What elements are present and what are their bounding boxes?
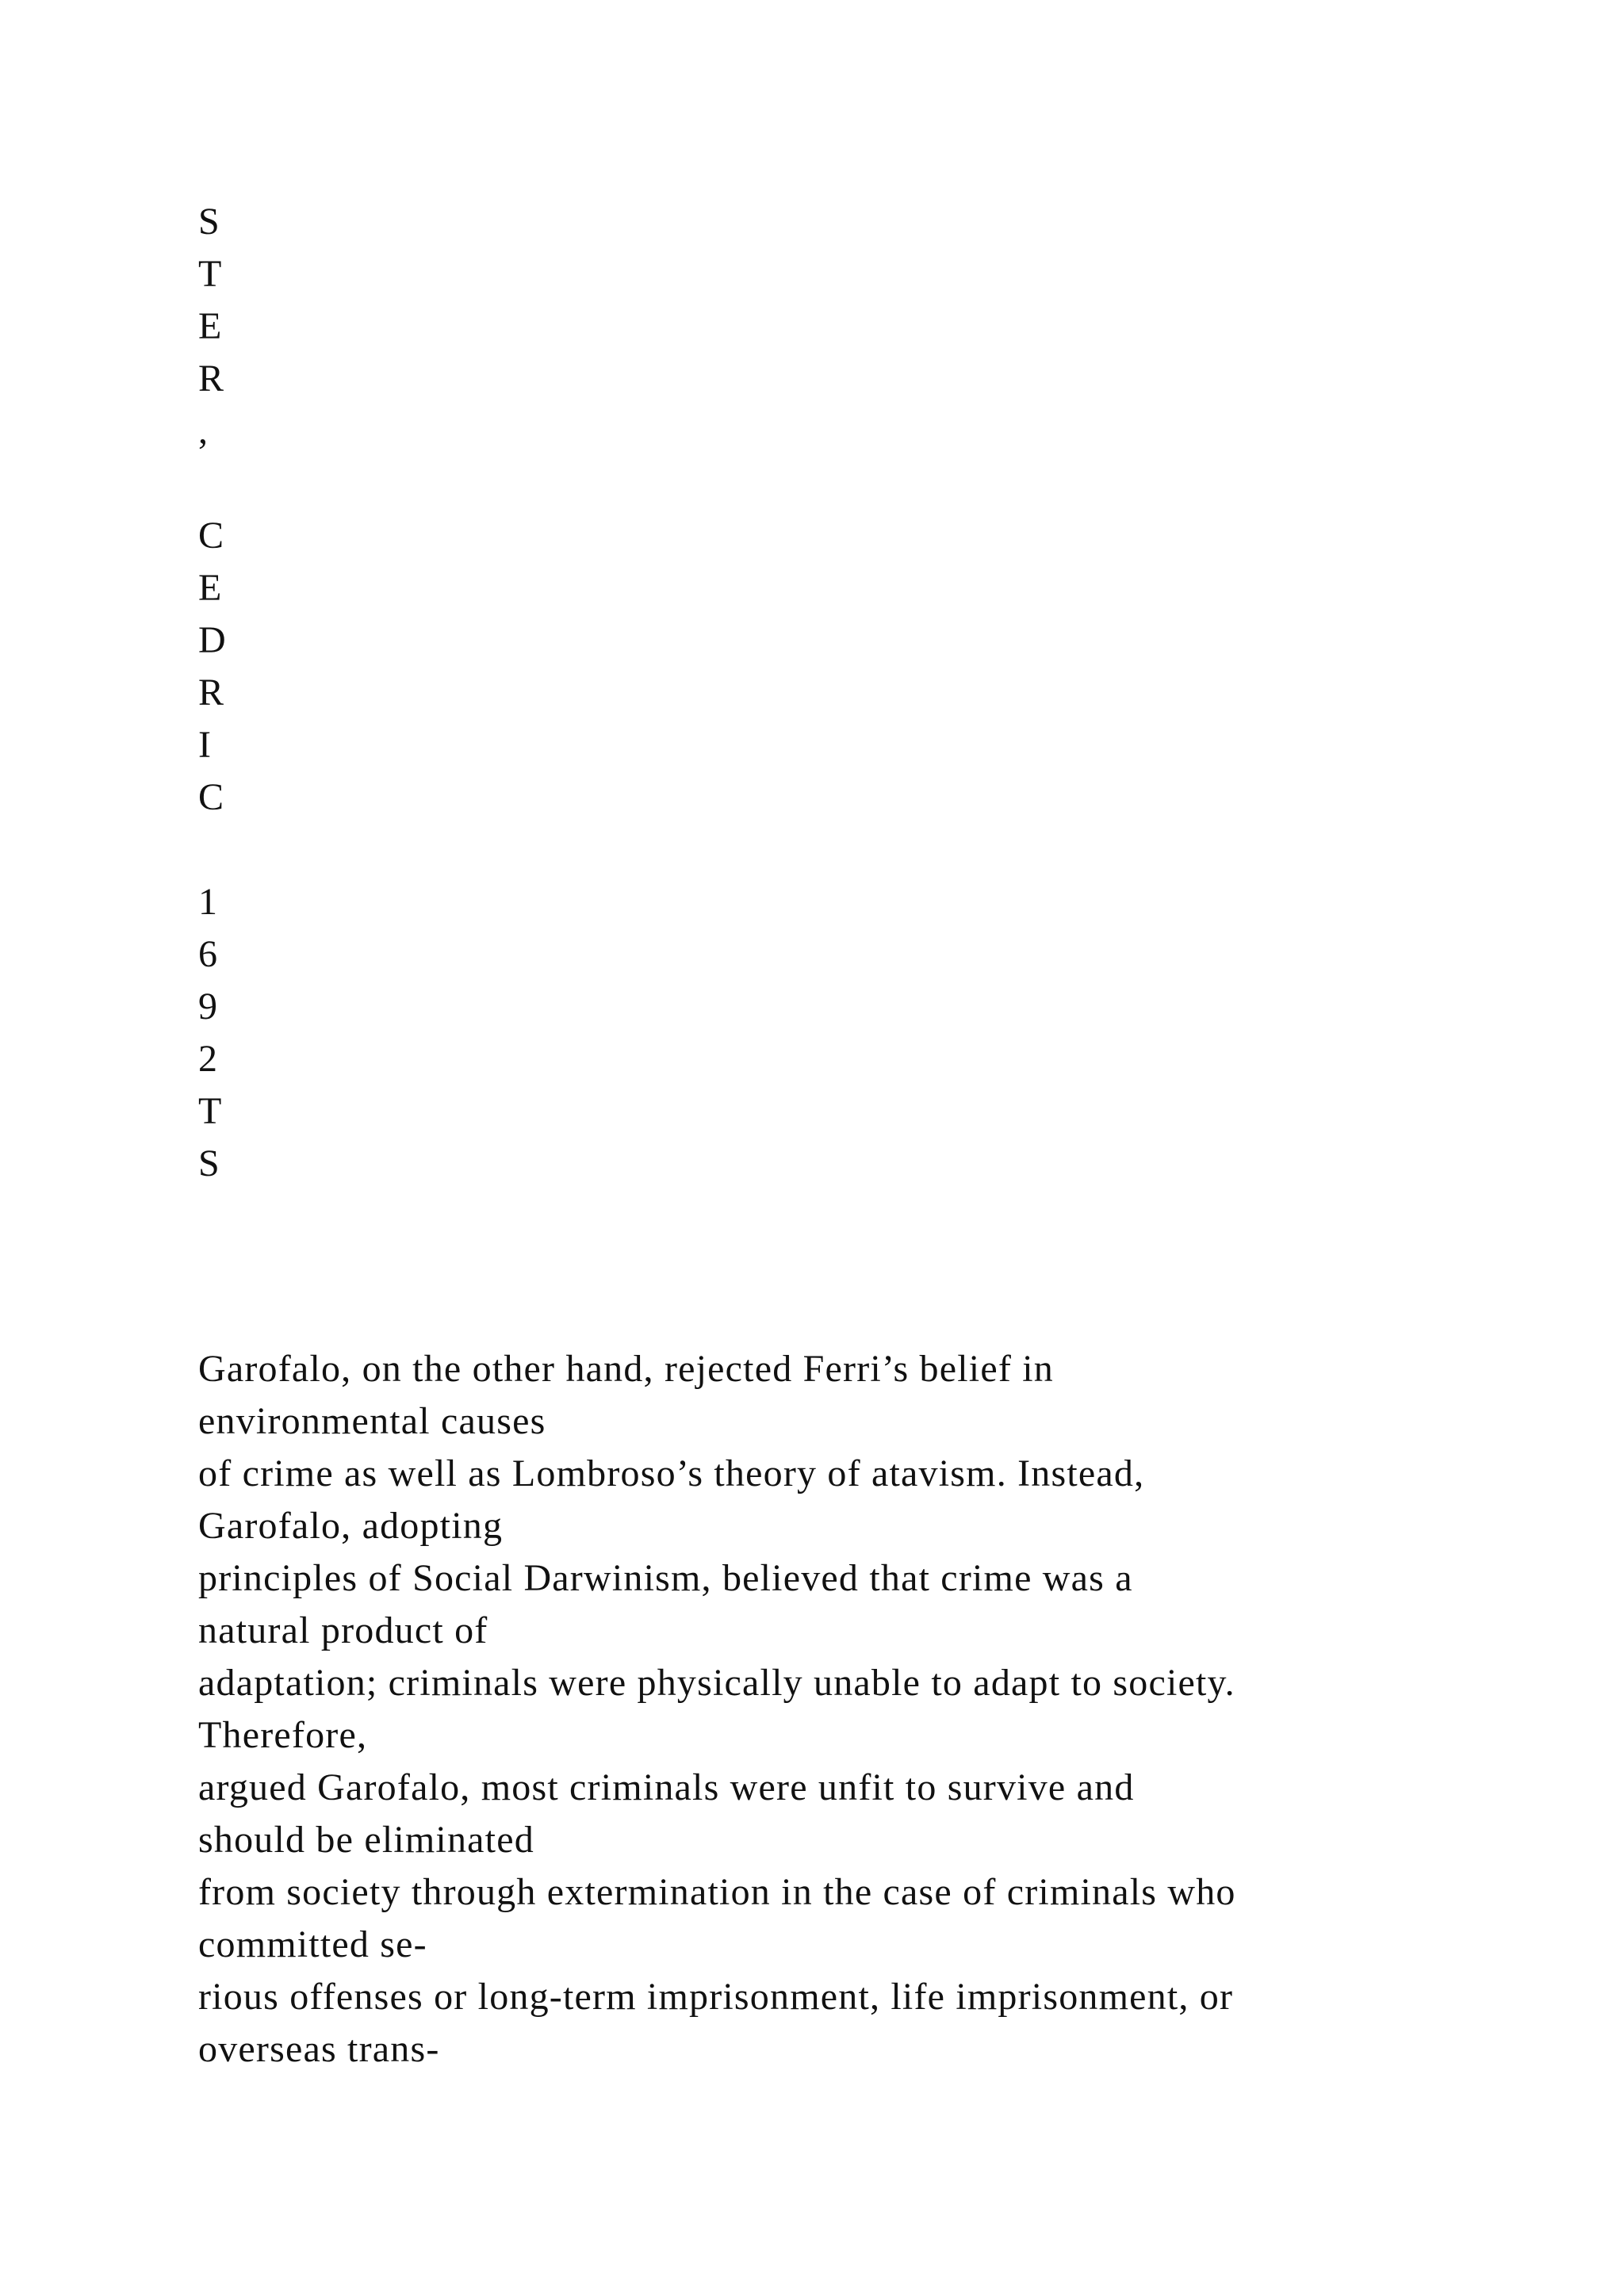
paragraph-line: Garofalo, on the other hand, rejected Ferri’s belief in — [198, 1348, 1054, 1390]
paragraph-line: rious offenses or long-term imprisonment, life imprisonment, or — [198, 1976, 1234, 2018]
paragraph-line: environmental causes — [198, 1400, 546, 1442]
paragraph-line: from society through extermination in the case of criminals who — [198, 1871, 1236, 1913]
vertical-char: 6 — [198, 933, 217, 975]
paragraph-line: principles of Social Darwinism, believed that crime was a — [198, 1557, 1133, 1599]
paragraph-line: overseas trans- — [198, 2028, 440, 2070]
vertical-char: 1 — [198, 881, 217, 923]
vertical-char: T — [198, 253, 222, 295]
paragraph-line: Garofalo, adopting — [198, 1505, 504, 1547]
paragraph-line: Therefore, — [198, 1714, 368, 1756]
vertical-char: S — [198, 201, 220, 243]
vertical-spacer — [198, 824, 262, 876]
vertical-char: E — [198, 567, 222, 609]
paragraph-line: should be eliminated — [198, 1819, 534, 1861]
vertical-char: , — [198, 410, 208, 452]
vertical-char: T — [198, 1090, 222, 1132]
vertical-char: R — [198, 672, 224, 714]
vertical-char: S — [198, 1142, 220, 1184]
vertical-char: 2 — [198, 1038, 217, 1080]
paragraph-line: committed se- — [198, 1923, 427, 1965]
vertical-spacer — [198, 457, 262, 510]
vertical-char: E — [198, 305, 222, 347]
vertical-watermark-text — [198, 196, 262, 1190]
paragraph-line: argued Garofalo, most criminals were unfit to survive and — [198, 1766, 1135, 1808]
paragraph-line: adaptation; criminals were physically unable to adapt to society. — [198, 1662, 1235, 1704]
vertical-char: D — [198, 619, 226, 661]
vertical-char: 9 — [198, 985, 217, 1027]
paragraph-line: of crime as well as Lombroso’s theory of atavism. Instead, — [198, 1452, 1145, 1494]
paragraph-line: natural product of — [198, 1609, 488, 1651]
vertical-char: I — [198, 724, 211, 766]
vertical-char: R — [198, 358, 224, 400]
vertical-char: C — [198, 515, 224, 557]
vertical-char: C — [198, 776, 224, 818]
body-paragraph — [198, 1343, 1499, 2076]
